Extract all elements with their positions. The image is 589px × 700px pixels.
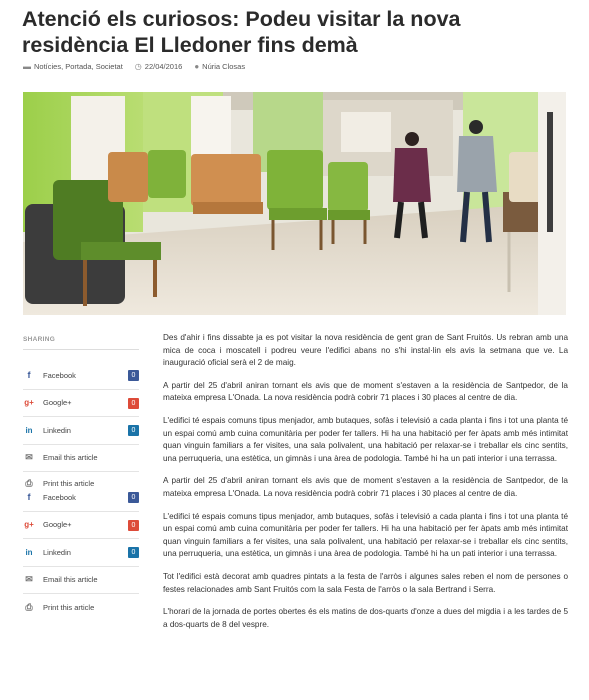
share-facebook-label: Facebook bbox=[43, 492, 76, 502]
google-plus-count-badge: 0 bbox=[128, 398, 139, 409]
share-print-2[interactable] bbox=[23, 594, 139, 621]
linkedin-count-badge: 0 bbox=[128, 425, 139, 436]
share-list-secondary bbox=[23, 484, 139, 621]
sharing-divider bbox=[23, 349, 139, 350]
article-photo bbox=[23, 92, 566, 315]
share-email-2[interactable] bbox=[23, 567, 139, 595]
share-email-label: Email this article bbox=[43, 453, 98, 463]
facebook-count-badge: 0 bbox=[128, 492, 139, 503]
linkedin-count-badge: 0 bbox=[128, 547, 139, 558]
share-facebook[interactable] bbox=[23, 362, 139, 390]
clock-icon: ◷ bbox=[134, 62, 142, 71]
printer-icon: ⎙ bbox=[25, 601, 33, 612]
article-author[interactable]: Núria Closas bbox=[202, 62, 246, 71]
share-linkedin[interactable] bbox=[23, 417, 139, 445]
share-print-label: Print this article bbox=[43, 602, 95, 612]
google-plus-icon: g+ bbox=[24, 520, 34, 530]
share-facebook-2[interactable] bbox=[23, 484, 139, 512]
facebook-icon: f bbox=[27, 492, 31, 503]
user-icon: ● bbox=[194, 62, 200, 71]
share-google-plus[interactable] bbox=[23, 390, 139, 418]
share-email-label: Email this article bbox=[43, 575, 98, 585]
facebook-icon: f bbox=[27, 370, 31, 381]
article-date: 22/04/2016 bbox=[144, 62, 183, 71]
article-paragraph: L'edifici té espais comuns tipus menjador, amb butaques, sofàs i televisió a cada planta i fins i tot una planta té un espai comú amb cuina comunitària per poder fer tallers. Hi ha una habitació per fer àpats amb més intimitat quan vinguin familiars a fer visites, una sala polivalent, una habitació per relaxar-se i treballar els cinc sentits, una perruqueria, una estètica, un gimnàs i una àrea de podologia. També hi ha un pati interior i una terrassa. bbox=[163, 415, 568, 463]
google-plus-count-badge: 0 bbox=[128, 520, 139, 531]
residence-photo-image bbox=[23, 92, 566, 315]
share-google-plus-2[interactable] bbox=[23, 512, 139, 540]
share-google-plus-label: Google+ bbox=[43, 398, 72, 408]
printer-icon: ⎙ bbox=[25, 477, 33, 488]
share-print-label: Print this article bbox=[43, 478, 95, 488]
envelope-icon: ✉ bbox=[25, 452, 33, 463]
article-paragraph: L'horari de la jornada de portes obertes és els matins de dos-quarts d'onze a dues del migdia i a les tardes de 5 a dos-quarts de 8 del vespre. bbox=[163, 607, 568, 629]
article-categories[interactable]: Notícies, Portada, Societat bbox=[34, 62, 123, 71]
share-email[interactable] bbox=[23, 445, 139, 473]
article-paragraph: L'edifici té espais comuns tipus menjador, amb butaques, sofàs i televisió a cada planta i fins i tot una planta té un espai comú amb cuina comunitària per poder fer tallers. Hi ha una habitació per fer àpats amb més intimitat quan vinguin familiars a fer visites, una sala polivalent, una habitació per relaxar-se i treballar els cinc sentits, una perruqueria, una estètica, un gimnàs i una àrea de podologia. També hi ha un pati interior i una terrassa. bbox=[163, 511, 568, 559]
share-linkedin-label: Linkedin bbox=[43, 425, 71, 435]
article-body bbox=[163, 332, 568, 641]
article-paragraph: Tot l'edifici està decorat amb quadres pintats a la festa de l'arròs i algunes sales reben el nom de persones o festes relacionades amb Sant Fruitós com la sala Festa de l'arròs o la sala Bertrand i Serra. bbox=[163, 571, 568, 594]
share-list-primary bbox=[23, 362, 139, 494]
facebook-count-badge: 0 bbox=[128, 370, 139, 381]
share-linkedin-2[interactable] bbox=[23, 539, 139, 567]
sharing-heading: SHARING bbox=[23, 336, 56, 343]
share-google-plus-label: Google+ bbox=[43, 520, 72, 530]
envelope-icon: ✉ bbox=[25, 574, 33, 585]
linkedin-icon: in bbox=[25, 547, 33, 557]
article-paragraph: A partir del 25 d'abril aniran tornant els avis que de moment s'estaven a la residència de Santpedor, de la mateixa empresa L'Onada. La nova residència podrà cobrir 71 places i 30 places al centre de dia. bbox=[163, 380, 568, 403]
share-facebook-label: Facebook bbox=[43, 370, 76, 380]
google-plus-icon: g+ bbox=[24, 398, 34, 408]
folder-icon: ▬ bbox=[23, 62, 31, 71]
share-linkedin-label: Linkedin bbox=[43, 547, 71, 557]
article-paragraph: Des d'ahir i fins dissabte ja es pot visitar la nova residència de gent gran de Sant Fruitós. Us rebran amb una mica de coca i moscatell i podreu veure l'edifici abans no s'hi instal·lin els avis la setmana que ve. La inauguració oficial serà el 2 de maig. bbox=[163, 333, 568, 368]
article-title: Atenció els curiosos: Podeu visitar la nova residència El Lledoner fins demà bbox=[22, 7, 461, 57]
article-paragraph: A partir del 25 d'abril aniran tornant els avis que de moment s'estaven a la residència de Santpedor, de la mateixa empresa L'Onada. La nova residència podrà cobrir 71 places i 30 places al centre de dia. bbox=[163, 476, 568, 498]
article-meta bbox=[23, 62, 245, 71]
linkedin-icon: in bbox=[25, 425, 33, 435]
